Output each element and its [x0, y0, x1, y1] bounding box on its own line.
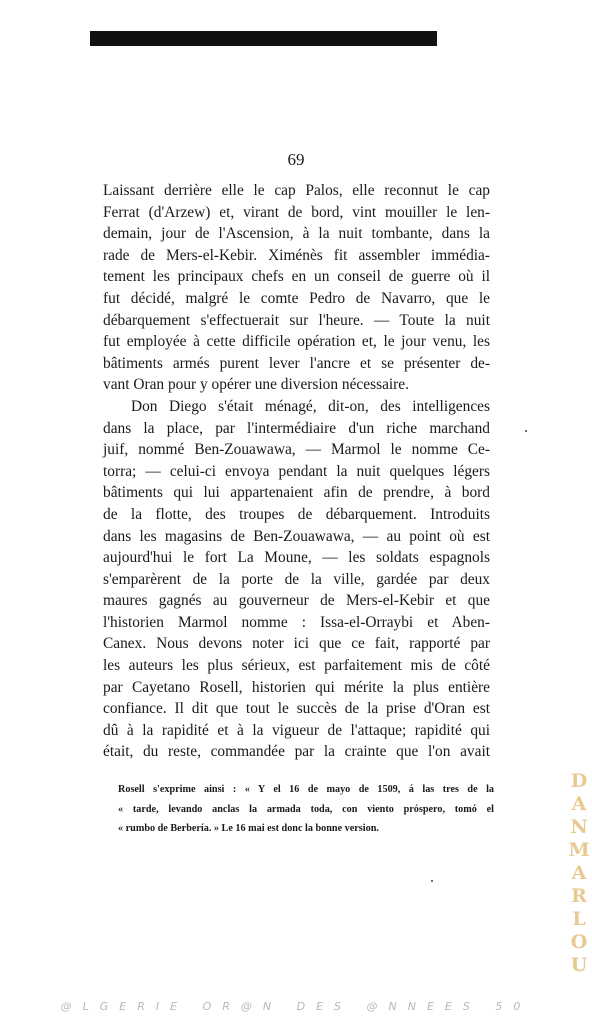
body-line: Laissant derrière elle le cap Palos, elle reconnut le cap: [103, 182, 490, 199]
body-line: les auteurs les plus sérieux, est parfaitement mis de côté: [103, 657, 490, 675]
body-line: rade de Mers-el-Kebir. Ximénès fit assembler immédia-: [103, 246, 490, 264]
body-line: Don Diego s'était ménagé, dit-on, des intelligences: [131, 397, 490, 415]
body-line: juif, nommé Ben-Zouawawa, — Marmol le nomme Ce-: [103, 441, 490, 459]
body-line: dû à la rapidité et à la vigueur de l'attaque; rapidité qui: [103, 721, 490, 739]
body-line: tement les principaux chefs en un conseil de guerre où il: [103, 268, 490, 286]
body-line: Ferrat (d'Arzew) et, virant de bord, vint mouiller le len-: [103, 203, 490, 221]
body-line: de la flotte, des troupes de débarquement. Introduits: [103, 505, 490, 523]
body-line: débarquement s'effectuerait sur l'heure. — Toute la nuit: [103, 311, 490, 329]
ink-speck: [525, 430, 527, 432]
watermark-bottom: @LGERIE OR@N DES @NNEES 50: [60, 1000, 532, 1013]
body-line: maures gagnés au gouverneur de Mers-el-Kebir et que: [103, 592, 490, 610]
redaction-bar: [90, 31, 437, 46]
body-line: vant Oran pour y opérer une diversion nécessaire.: [103, 376, 409, 394]
body-line: fut décidé, malgré le comte Pedro de Navarro, que le: [103, 289, 490, 307]
body-line: dans la place, par l'intermédiaire d'un riche marchand: [103, 419, 490, 437]
body-line: fut employée à cette difficile opération et, le jour venu, les: [103, 333, 490, 351]
body-line: aujourd'hui le fort La Moune, — les soldats espagnols: [103, 549, 490, 567]
body-line: Canex. Nous devons noter ici que ce fait, rapporté par: [103, 635, 490, 653]
body-line: s'emparèrent de la porte de la ville, gardée par deux: [103, 570, 490, 588]
body-line: demain, jour de l'Ascension, à la nuit tombante, dans la: [103, 225, 490, 243]
footnote-line: « rumbo de Berbería. » Le 16 mai est donc la bonne version.: [118, 823, 379, 834]
body-line: torra; — celui-ci envoya pendant la nuit quelques légers: [103, 462, 490, 480]
body-line: était, du reste, commandée par la crainte que l'on avait: [103, 743, 490, 761]
footnote-line: « tarde, levando anclas la armada toda, con viento próspero, tomó el: [118, 803, 494, 815]
body-line: bâtiments qui lui appartenaient afin de prendre, à bord: [103, 484, 490, 502]
watermark-vertical: DANMARLOU: [568, 770, 590, 977]
body-line: l'historien Marmol nomme : Issa-el-Orraybi et Aben-: [103, 613, 490, 631]
body-line: bâtiments armés purent lever l'ancre et se présenter de-: [103, 354, 490, 372]
footnote: [118, 780, 494, 839]
page-number: 69: [287, 150, 305, 169]
footnote-line: Rosell s'exprime ainsi : « Y el 16 de mayo de 1509, á las tres de la: [118, 784, 494, 795]
body-line: confiance. Il dit que tout le succès de la prise d'Oran est: [103, 700, 490, 718]
ink-speck: [431, 880, 433, 882]
body-line: dans les magasins de Ben-Zouawawa, — au point où est: [103, 527, 490, 545]
body-text: [103, 180, 490, 763]
body-line: par Cayetano Rosell, historien qui mérite la plus entière: [103, 678, 490, 696]
